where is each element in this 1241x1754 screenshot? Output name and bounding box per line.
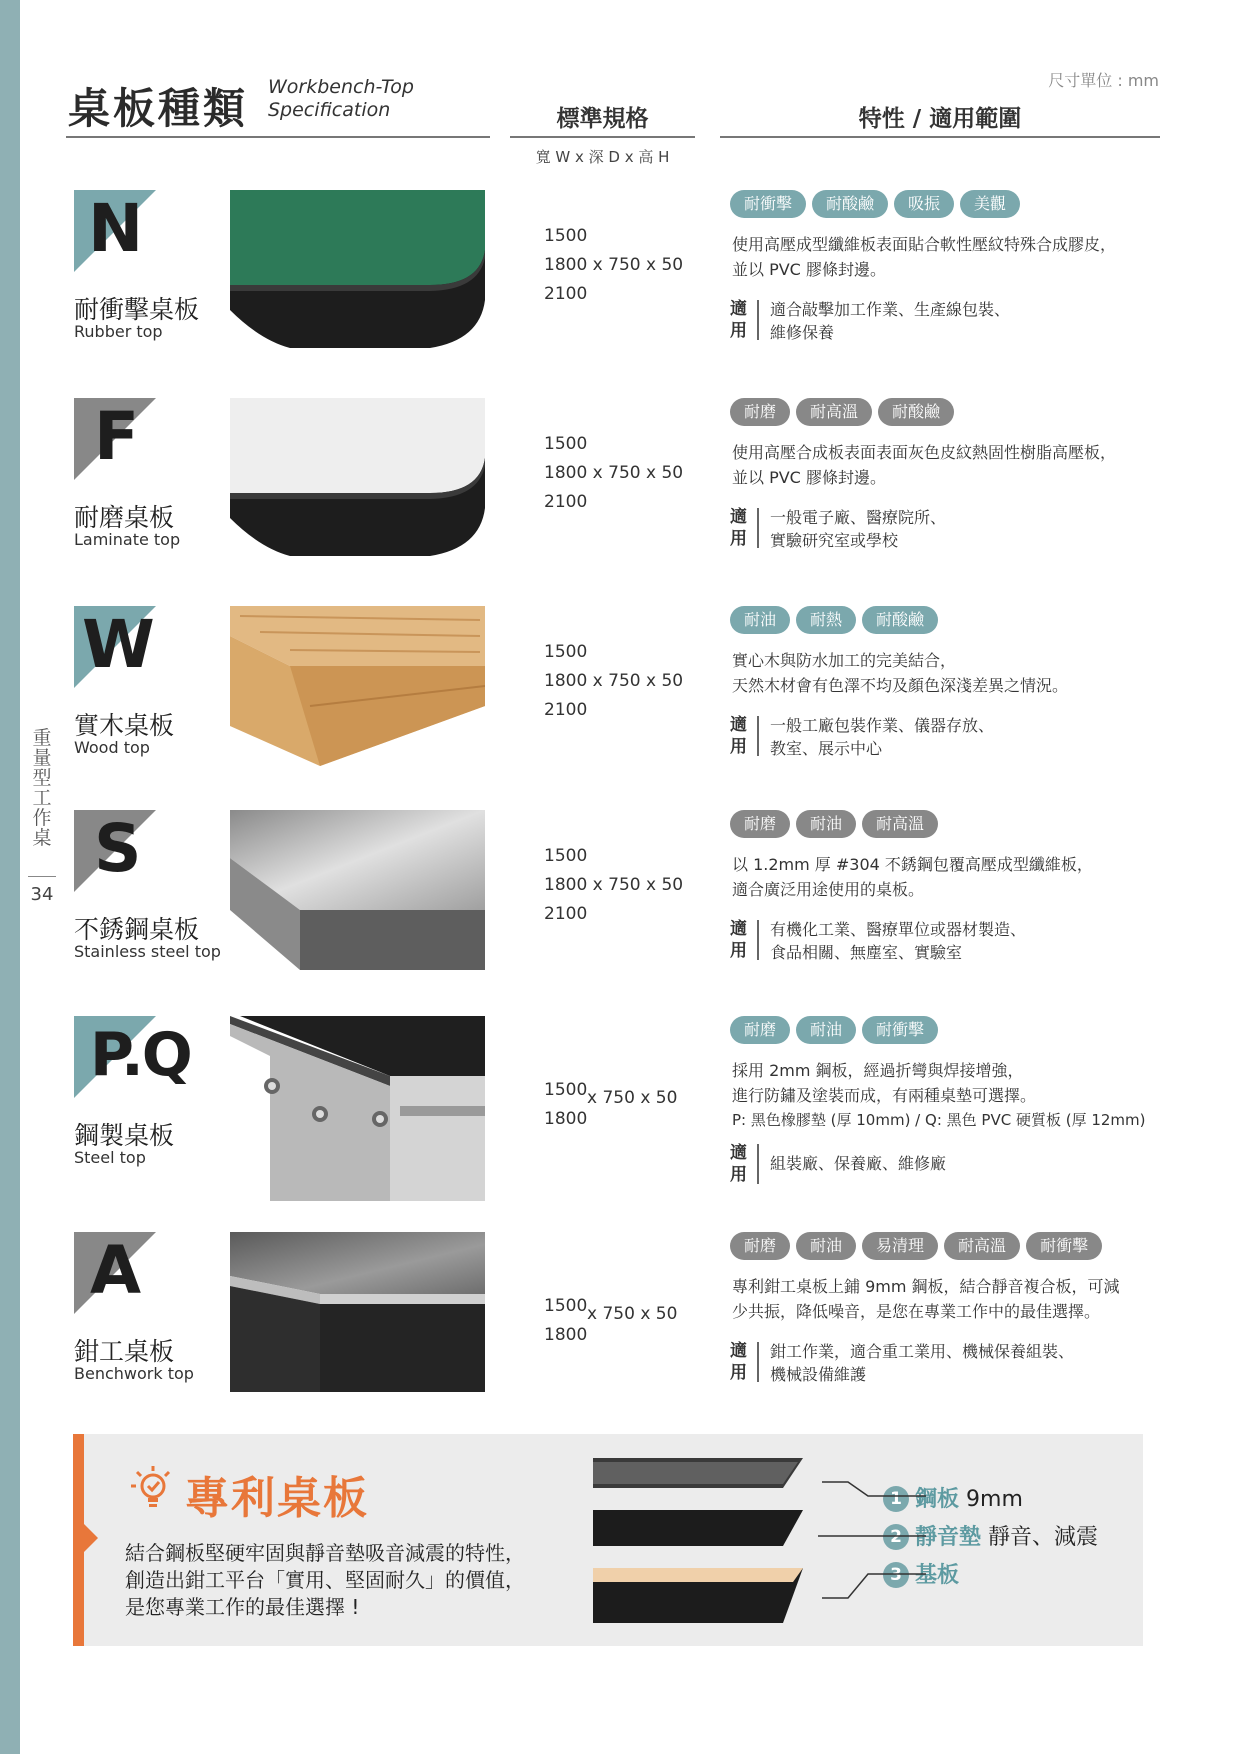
apply-mark bbox=[730, 714, 752, 758]
apply-line: 一般工廠包裝作業、儀器存放、 bbox=[770, 716, 995, 735]
top-description bbox=[732, 232, 1152, 282]
feature-tag: 耐高溫 bbox=[796, 398, 872, 426]
title-rule bbox=[66, 136, 490, 138]
feature-tag: 美觀 bbox=[960, 190, 1020, 218]
steel-layer-face bbox=[593, 1462, 798, 1484]
letter-code: A bbox=[90, 1232, 140, 1309]
feature-tag: 耐衝擊 bbox=[862, 1016, 938, 1044]
apply-divider bbox=[757, 1144, 759, 1184]
spec-dimension: x 750 x 50 bbox=[587, 1088, 678, 1108]
top-description bbox=[732, 1274, 1152, 1324]
feature-tag: 耐酸鹼 bbox=[862, 606, 938, 634]
apply-mark-char: 用 bbox=[730, 321, 747, 341]
feature-tag: 耐衝擊 bbox=[1026, 1232, 1102, 1260]
feature-tag: 耐高溫 bbox=[862, 810, 938, 838]
title-en-line: Workbench-Top bbox=[268, 76, 414, 98]
letter-code: P.Q bbox=[90, 1020, 191, 1090]
top-row-a bbox=[0, 1232, 1241, 1432]
feature-column-heading: 特性 / 適用範圍 bbox=[858, 106, 1022, 132]
letter-badge bbox=[74, 810, 156, 892]
apply-mark-char: 用 bbox=[730, 941, 747, 961]
apply-mark bbox=[730, 1142, 752, 1186]
apply-text bbox=[770, 918, 1150, 964]
feature-tag: 耐磨 bbox=[730, 810, 790, 838]
letter-code: N bbox=[88, 190, 142, 267]
desc-line: P: 黑色橡膠墊 (厚 10mm) / Q: 黑色 PVC 硬質板 (厚 12mm) bbox=[732, 1111, 1146, 1129]
spec-line: 2100 bbox=[544, 284, 588, 304]
desc-line: 並以 PVC 膠條封邊。 bbox=[732, 260, 886, 279]
top-row-f bbox=[0, 398, 1241, 598]
apply-divider bbox=[757, 716, 759, 756]
feature-tags bbox=[730, 1232, 1108, 1262]
apply-line: 機械設備維護 bbox=[770, 1365, 867, 1384]
page-number: 34 bbox=[30, 884, 54, 905]
desc-line: 並以 PVC 膠條封邊。 bbox=[732, 468, 886, 487]
apply-mark-char: 用 bbox=[730, 1165, 747, 1185]
title-en-line: Specification bbox=[268, 99, 391, 121]
feature-tag: 耐酸鹼 bbox=[812, 190, 888, 218]
top-name-zh: 鉗工桌板 bbox=[74, 1337, 175, 1366]
patent-panel bbox=[73, 1434, 1143, 1646]
patent-desc-line: 結合鋼板堅硬牢固與靜音墊吸音減震的特性， bbox=[125, 1541, 525, 1565]
apply-line: 維修保養 bbox=[770, 323, 835, 342]
apply-mark-char: 用 bbox=[730, 529, 747, 549]
feature-tag: 耐磨 bbox=[730, 1232, 790, 1260]
layer-leader-lines bbox=[818, 1468, 928, 1608]
apply-mark-char: 用 bbox=[730, 737, 747, 757]
spec-rule bbox=[510, 136, 695, 138]
apply-divider bbox=[757, 508, 759, 548]
spec-line: 1800 bbox=[544, 1325, 588, 1345]
apply-mark-char: 適 bbox=[730, 299, 747, 319]
spec-line: 1800 x 750 x 50 bbox=[544, 255, 684, 275]
layer-name: 靜音墊 bbox=[915, 1525, 982, 1550]
patent-accent-bar bbox=[73, 1434, 84, 1646]
desc-line: 使用高壓成型纖維板表面貼合軟性壓紋特殊合成膠皮， bbox=[732, 235, 1117, 254]
apply-line: 適合敲擊加工作業、生產線包裝、 bbox=[770, 300, 1011, 319]
letter-badge bbox=[74, 190, 156, 272]
wood-top-image bbox=[230, 606, 485, 766]
spec-column-heading: 標準規格 bbox=[556, 106, 649, 132]
apply-line: 一般電子廠、醫療院所、 bbox=[770, 508, 947, 527]
spec-line: 1800 x 750 x 50 bbox=[544, 463, 684, 483]
layer-name: 鋼板 bbox=[915, 1487, 960, 1512]
lightbulb-icon bbox=[123, 1464, 175, 1516]
layer-diagram bbox=[593, 1458, 813, 1623]
apply-mark bbox=[730, 1340, 752, 1384]
desc-line: 使用高壓合成板表面表面灰色皮紋熱固性樹脂高壓板， bbox=[732, 443, 1117, 462]
apply-line: 組裝廠、保養廠、維修廠 bbox=[770, 1154, 947, 1173]
spec-line: 1500 bbox=[544, 434, 588, 454]
steel-top-image bbox=[230, 1016, 485, 1201]
unit-note: 尺寸單位 : mm bbox=[1048, 71, 1159, 90]
spec-line: 1800 x 750 x 50 bbox=[544, 671, 684, 691]
spec-line: 1500 bbox=[544, 226, 588, 246]
feature-tag: 耐磨 bbox=[730, 398, 790, 426]
letter-badge bbox=[74, 398, 156, 480]
rubber-top-image bbox=[230, 190, 485, 350]
apply-mark bbox=[730, 506, 752, 550]
layer-number: 2 bbox=[883, 1524, 909, 1550]
apply-line: 有機化工業、醫療單位或器材製造、 bbox=[770, 920, 1027, 939]
desc-line: 以 1.2mm 厚 #304 不銹鋼包覆高壓成型纖維板， bbox=[732, 855, 1093, 874]
silent-pad-layer bbox=[593, 1510, 803, 1546]
apply-mark-char: 適 bbox=[730, 919, 747, 939]
layer-note: 9mm bbox=[966, 1487, 1023, 1512]
top-row-n bbox=[0, 190, 1241, 390]
page-title: 桌板種類 bbox=[68, 84, 249, 133]
feature-tag: 耐油 bbox=[796, 810, 856, 838]
desc-line: 少共振，降低噪音，是您在專業工作中的最佳選擇。 bbox=[732, 1302, 1101, 1321]
letter-badge bbox=[74, 1232, 156, 1314]
feature-tags bbox=[730, 190, 1026, 220]
top-name-en: Wood top bbox=[74, 738, 150, 757]
letter-code: F bbox=[94, 398, 138, 475]
top-row-w bbox=[0, 606, 1241, 809]
layer-name: 基板 bbox=[915, 1563, 960, 1588]
top-name-zh: 耐衝擊桌板 bbox=[74, 295, 200, 324]
top-name-zh: 耐磨桌板 bbox=[74, 503, 175, 532]
letter-badge bbox=[74, 606, 156, 688]
apply-mark-char: 用 bbox=[730, 1363, 747, 1383]
benchwork-top-image bbox=[230, 1232, 485, 1392]
desc-line: 進行防鏽及塗裝而成，有兩種桌墊可選擇。 bbox=[732, 1086, 1037, 1105]
page-title-english bbox=[268, 76, 414, 122]
feature-tag: 耐衝擊 bbox=[730, 190, 806, 218]
desc-line: 專利鉗工桌板上鋪 9mm 鋼板，結合靜音複合板，可減 bbox=[732, 1277, 1120, 1296]
spec-line: 1500 bbox=[544, 1296, 588, 1316]
feature-tag: 耐熱 bbox=[796, 606, 856, 634]
spec-line: 1500 bbox=[544, 846, 588, 866]
spec-block bbox=[544, 842, 683, 929]
stainless-top-image bbox=[230, 810, 485, 970]
top-description bbox=[732, 648, 1152, 698]
layer-number: 1 bbox=[883, 1486, 909, 1512]
letter-badge bbox=[74, 1016, 191, 1098]
feature-tag: 耐高溫 bbox=[944, 1232, 1020, 1260]
apply-text bbox=[770, 298, 1150, 344]
apply-mark-char: 適 bbox=[730, 507, 747, 527]
top-name-zh: 實木桌板 bbox=[74, 711, 175, 740]
patent-desc-line: 是您專業工作的最佳選擇 ! bbox=[125, 1595, 360, 1619]
patent-description bbox=[125, 1540, 525, 1621]
spec-dimension: x 750 x 50 bbox=[587, 1304, 678, 1324]
patent-desc-line: 創造出鉗工平台「實用、堅固耐久」的價值， bbox=[125, 1568, 525, 1592]
spec-line: 1800 bbox=[544, 1109, 588, 1129]
apply-divider bbox=[757, 920, 759, 960]
feature-tag: 易清理 bbox=[862, 1232, 938, 1260]
feature-tags bbox=[730, 398, 960, 428]
desc-line: 實心木與防水加工的完美結合， bbox=[732, 651, 957, 670]
apply-line: 教室、展示中心 bbox=[770, 739, 883, 758]
apply-divider bbox=[757, 1342, 759, 1382]
feature-tag: 耐油 bbox=[796, 1232, 856, 1260]
feature-tag: 耐磨 bbox=[730, 1016, 790, 1044]
desc-line: 適合廣泛用途使用的桌板。 bbox=[732, 880, 925, 899]
apply-mark bbox=[730, 918, 752, 962]
spec-block bbox=[544, 1076, 587, 1134]
patent-title: 專利桌板 bbox=[185, 1473, 369, 1524]
desc-line: 採用 2mm 鋼板，經過折彎與焊接增強， bbox=[732, 1061, 1024, 1080]
apply-text bbox=[770, 714, 1150, 760]
apply-line: 實驗研究室或學校 bbox=[770, 531, 899, 550]
top-name-en: Steel top bbox=[74, 1148, 146, 1167]
spec-line: 1800 x 750 x 50 bbox=[544, 875, 684, 895]
top-name-en: Benchwork top bbox=[74, 1364, 194, 1383]
apply-text bbox=[770, 506, 1150, 552]
top-row-pq bbox=[0, 1016, 1241, 1216]
apply-divider bbox=[757, 300, 759, 340]
feature-tags bbox=[730, 810, 944, 840]
apply-text bbox=[770, 1340, 1150, 1386]
base-layer bbox=[593, 1568, 803, 1582]
spec-line: 1500 bbox=[544, 1080, 588, 1100]
spec-line: 2100 bbox=[544, 700, 588, 720]
side-label-char: 重 bbox=[32, 727, 52, 749]
spec-block bbox=[544, 222, 683, 309]
apply-text bbox=[770, 1152, 1150, 1175]
side-label-char: 量 bbox=[32, 747, 52, 769]
spec-block bbox=[544, 1292, 587, 1350]
layer-number: 3 bbox=[883, 1562, 909, 1588]
side-label-char: 作 bbox=[32, 807, 52, 829]
feature-tag: 耐油 bbox=[796, 1016, 856, 1044]
side-label-char: 工 bbox=[32, 787, 52, 809]
spec-line: 1500 bbox=[544, 642, 588, 662]
feature-tags bbox=[730, 1016, 944, 1046]
desc-line: 天然木材會有色澤不均及顏色深淺差異之情況。 bbox=[732, 676, 1069, 695]
top-row-s bbox=[0, 807, 1241, 1010]
spec-line: 2100 bbox=[544, 492, 588, 512]
top-name-zh: 不銹鋼桌板 bbox=[74, 915, 200, 944]
top-name-en: Laminate top bbox=[74, 530, 181, 549]
spec-block bbox=[544, 430, 683, 517]
apply-mark-char: 適 bbox=[730, 715, 747, 735]
spec-block bbox=[544, 638, 683, 725]
feature-tags bbox=[730, 606, 944, 636]
layer-note: 靜音、減震 bbox=[988, 1525, 1099, 1550]
apply-mark-char: 適 bbox=[730, 1341, 747, 1361]
top-description bbox=[732, 440, 1152, 490]
laminate-top-image bbox=[230, 398, 485, 558]
side-label-char: 桌 bbox=[32, 827, 52, 849]
feature-tag: 耐油 bbox=[730, 606, 790, 634]
spec-line: 2100 bbox=[544, 904, 588, 924]
feature-tag: 吸振 bbox=[894, 190, 954, 218]
feature-rule bbox=[720, 136, 1160, 138]
apply-line: 食品相關、無塵室、實驗室 bbox=[770, 943, 963, 962]
feature-tag: 耐酸鹼 bbox=[878, 398, 954, 426]
top-description bbox=[732, 1058, 1192, 1133]
top-description bbox=[732, 852, 1152, 902]
top-name-en: Stainless steel top bbox=[74, 942, 221, 961]
apply-mark-char: 適 bbox=[730, 1143, 747, 1163]
top-name-zh: 鋼製桌板 bbox=[74, 1121, 175, 1150]
top-name-en: Rubber top bbox=[74, 322, 163, 341]
apply-line: 鉗工作業，適合重工業用、機械保養組裝、 bbox=[770, 1342, 1075, 1361]
patent-arrow-icon bbox=[84, 1524, 98, 1552]
apply-mark bbox=[730, 298, 752, 342]
side-label-char: 型 bbox=[32, 767, 52, 789]
letter-code: W bbox=[82, 606, 153, 683]
spec-dimension-legend: 寬 W x 深 D x 高 H bbox=[535, 148, 670, 166]
letter-code: S bbox=[94, 810, 140, 887]
